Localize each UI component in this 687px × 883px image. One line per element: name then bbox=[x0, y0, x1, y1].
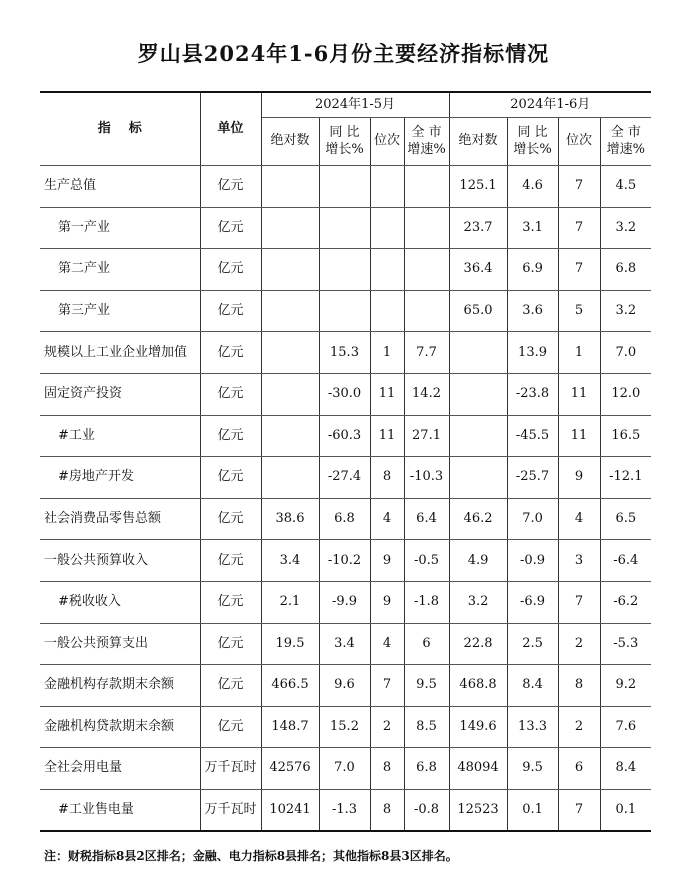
absolute-value bbox=[261, 332, 319, 374]
rank: 7 bbox=[558, 789, 600, 831]
city-growth: 3.2 bbox=[600, 207, 651, 249]
header-city: 全 市 增速% bbox=[404, 118, 449, 166]
page-title: 罗山县2024年1-6月份主要经济指标情况 bbox=[137, 41, 550, 66]
indicator-name: 第一产业 bbox=[40, 207, 200, 249]
yoy-growth: -1.3 bbox=[319, 789, 370, 831]
city-growth: -0.8 bbox=[404, 789, 449, 831]
city-growth: 14.2 bbox=[404, 373, 449, 415]
header-period-2: 2024年1-6月 bbox=[449, 92, 651, 118]
table-row bbox=[40, 207, 651, 249]
unit-cell: 亿元 bbox=[200, 665, 261, 707]
rank: 7 bbox=[558, 166, 600, 208]
absolute-value bbox=[261, 290, 319, 332]
yoy-growth: 7.0 bbox=[319, 748, 370, 790]
table-row bbox=[40, 415, 651, 457]
unit-cell: 亿元 bbox=[200, 332, 261, 374]
yoy-growth bbox=[319, 249, 370, 291]
table-row bbox=[40, 540, 651, 582]
rank: 1 bbox=[558, 332, 600, 374]
yoy-growth: 13.3 bbox=[507, 706, 558, 748]
absolute-value bbox=[261, 415, 319, 457]
rank bbox=[370, 207, 404, 249]
yoy-growth: 7.0 bbox=[507, 498, 558, 540]
yoy-growth: 3.1 bbox=[507, 207, 558, 249]
unit-cell: 亿元 bbox=[200, 581, 261, 623]
rank: 8 bbox=[370, 789, 404, 831]
absolute-value: 468.8 bbox=[449, 665, 507, 707]
indicator-name: 金融机构存款期末余额 bbox=[40, 665, 200, 707]
yoy-growth: -60.3 bbox=[319, 415, 370, 457]
city-growth: 6.5 bbox=[600, 498, 651, 540]
yoy-growth: -25.7 bbox=[507, 457, 558, 499]
table-row bbox=[40, 748, 651, 790]
rank: 3 bbox=[558, 540, 600, 582]
indicator-name: 生产总值 bbox=[40, 166, 200, 208]
city-growth: 7.7 bbox=[404, 332, 449, 374]
rank: 11 bbox=[558, 415, 600, 457]
city-growth: 3.2 bbox=[600, 290, 651, 332]
city-growth: 8.4 bbox=[600, 748, 651, 790]
indicator-name: 金融机构贷款期末余额 bbox=[40, 706, 200, 748]
indicator-name: 一般公共预算支出 bbox=[40, 623, 200, 665]
header-unit: 单位 bbox=[200, 92, 261, 166]
yoy-growth: -0.9 bbox=[507, 540, 558, 582]
absolute-value bbox=[449, 415, 507, 457]
rank: 2 bbox=[370, 706, 404, 748]
city-growth: -6.2 bbox=[600, 581, 651, 623]
indicator-name: 全社会用电量 bbox=[40, 748, 200, 790]
unit-cell: 万千瓦时 bbox=[200, 748, 261, 790]
absolute-value: 466.5 bbox=[261, 665, 319, 707]
indicator-name: #税收收入 bbox=[40, 581, 200, 623]
unit-cell: 亿元 bbox=[200, 415, 261, 457]
header-period-1: 2024年1-5月 bbox=[261, 92, 449, 118]
rank: 7 bbox=[370, 665, 404, 707]
absolute-value bbox=[449, 332, 507, 374]
indicator-name: 社会消费品零售总额 bbox=[40, 498, 200, 540]
rank: 11 bbox=[370, 373, 404, 415]
absolute-value: 65.0 bbox=[449, 290, 507, 332]
rank: 7 bbox=[558, 207, 600, 249]
city-growth: 6.8 bbox=[404, 748, 449, 790]
absolute-value: 46.2 bbox=[449, 498, 507, 540]
unit-cell: 亿元 bbox=[200, 166, 261, 208]
city-growth: 27.1 bbox=[404, 415, 449, 457]
city-growth: 12.0 bbox=[600, 373, 651, 415]
indicator-name: 一般公共预算收入 bbox=[40, 540, 200, 582]
yoy-growth: 15.3 bbox=[319, 332, 370, 374]
city-growth: 0.1 bbox=[600, 789, 651, 831]
absolute-value: 12523 bbox=[449, 789, 507, 831]
absolute-value bbox=[261, 457, 319, 499]
rank: 4 bbox=[558, 498, 600, 540]
absolute-value: 23.7 bbox=[449, 207, 507, 249]
indicator-name: #工业售电量 bbox=[40, 789, 200, 831]
city-growth: -6.4 bbox=[600, 540, 651, 582]
unit-cell: 亿元 bbox=[200, 623, 261, 665]
yoy-growth: 3.6 bbox=[507, 290, 558, 332]
city-growth: 16.5 bbox=[600, 415, 651, 457]
unit-cell: 亿元 bbox=[200, 706, 261, 748]
unit-cell: 亿元 bbox=[200, 290, 261, 332]
absolute-value bbox=[449, 457, 507, 499]
city-growth: 6 bbox=[404, 623, 449, 665]
city-growth: -0.5 bbox=[404, 540, 449, 582]
absolute-value: 4.9 bbox=[449, 540, 507, 582]
yoy-growth: -10.2 bbox=[319, 540, 370, 582]
absolute-value: 42576 bbox=[261, 748, 319, 790]
city-growth: -5.3 bbox=[600, 623, 651, 665]
header-absolute: 绝对数 bbox=[261, 118, 319, 166]
city-growth: 6.8 bbox=[600, 249, 651, 291]
header-yoy: 同 比 增长% bbox=[507, 118, 558, 166]
rank: 2 bbox=[558, 623, 600, 665]
yoy-growth: -30.0 bbox=[319, 373, 370, 415]
rank: 9 bbox=[370, 540, 404, 582]
city-growth bbox=[404, 207, 449, 249]
absolute-value: 2.1 bbox=[261, 581, 319, 623]
table-row bbox=[40, 581, 651, 623]
header-rank: 位次 bbox=[558, 118, 600, 166]
absolute-value bbox=[449, 373, 507, 415]
table-row bbox=[40, 290, 651, 332]
yoy-growth bbox=[319, 207, 370, 249]
rank: 4 bbox=[370, 623, 404, 665]
indicator-name: 第二产业 bbox=[40, 249, 200, 291]
rank bbox=[370, 166, 404, 208]
absolute-value bbox=[261, 207, 319, 249]
city-growth bbox=[404, 166, 449, 208]
yoy-growth: 9.5 bbox=[507, 748, 558, 790]
absolute-value: 3.4 bbox=[261, 540, 319, 582]
yoy-growth: 4.6 bbox=[507, 166, 558, 208]
table-row bbox=[40, 665, 651, 707]
header-city: 全 市 增速% bbox=[600, 118, 651, 166]
rank bbox=[370, 249, 404, 291]
yoy-growth: -45.5 bbox=[507, 415, 558, 457]
city-growth: 8.5 bbox=[404, 706, 449, 748]
rank: 4 bbox=[370, 498, 404, 540]
table-row bbox=[40, 249, 651, 291]
yoy-growth: 0.1 bbox=[507, 789, 558, 831]
rank: 11 bbox=[558, 373, 600, 415]
rank: 1 bbox=[370, 332, 404, 374]
absolute-value: 22.8 bbox=[449, 623, 507, 665]
yoy-growth: 3.4 bbox=[319, 623, 370, 665]
city-growth bbox=[404, 290, 449, 332]
table-row bbox=[40, 373, 651, 415]
city-growth: -1.8 bbox=[404, 581, 449, 623]
yoy-growth bbox=[319, 166, 370, 208]
rank bbox=[370, 290, 404, 332]
absolute-value bbox=[261, 373, 319, 415]
yoy-growth: 13.9 bbox=[507, 332, 558, 374]
header-yoy: 同 比 增长% bbox=[319, 118, 370, 166]
unit-cell: 亿元 bbox=[200, 498, 261, 540]
unit-cell: 亿元 bbox=[200, 540, 261, 582]
city-growth: 6.4 bbox=[404, 498, 449, 540]
rank: 6 bbox=[558, 748, 600, 790]
table-row bbox=[40, 332, 651, 374]
table-row bbox=[40, 789, 651, 831]
city-growth: 4.5 bbox=[600, 166, 651, 208]
header-indicator: 指 标 bbox=[40, 92, 200, 166]
yoy-growth: -23.8 bbox=[507, 373, 558, 415]
absolute-value: 125.1 bbox=[449, 166, 507, 208]
city-growth bbox=[404, 249, 449, 291]
absolute-value: 149.6 bbox=[449, 706, 507, 748]
unit-cell: 亿元 bbox=[200, 457, 261, 499]
indicator-name: #房地产开发 bbox=[40, 457, 200, 499]
rank: 9 bbox=[558, 457, 600, 499]
rank: 7 bbox=[558, 581, 600, 623]
table-row bbox=[40, 706, 651, 748]
absolute-value: 48094 bbox=[449, 748, 507, 790]
unit-cell: 亿元 bbox=[200, 207, 261, 249]
absolute-value: 10241 bbox=[261, 789, 319, 831]
yoy-growth: 6.9 bbox=[507, 249, 558, 291]
table-row bbox=[40, 498, 651, 540]
table-row bbox=[40, 166, 651, 208]
absolute-value bbox=[261, 166, 319, 208]
yoy-growth: 6.8 bbox=[319, 498, 370, 540]
yoy-growth bbox=[319, 290, 370, 332]
indicator-name: 规模以上工业企业增加值 bbox=[40, 332, 200, 374]
unit-cell: 亿元 bbox=[200, 373, 261, 415]
header-absolute: 绝对数 bbox=[449, 118, 507, 166]
absolute-value: 38.6 bbox=[261, 498, 319, 540]
indicator-name: 第三产业 bbox=[40, 290, 200, 332]
rank: 2 bbox=[558, 706, 600, 748]
unit-cell: 亿元 bbox=[200, 249, 261, 291]
rank: 7 bbox=[558, 249, 600, 291]
yoy-growth: 9.6 bbox=[319, 665, 370, 707]
rank: 11 bbox=[370, 415, 404, 457]
table-row bbox=[40, 623, 651, 665]
absolute-value: 19.5 bbox=[261, 623, 319, 665]
rank: 8 bbox=[370, 748, 404, 790]
rank: 8 bbox=[558, 665, 600, 707]
yoy-growth: 2.5 bbox=[507, 623, 558, 665]
unit-cell: 万千瓦时 bbox=[200, 789, 261, 831]
header-rank: 位次 bbox=[370, 118, 404, 166]
indicator-name: #工业 bbox=[40, 415, 200, 457]
city-growth: 7.6 bbox=[600, 706, 651, 748]
city-growth: 7.0 bbox=[600, 332, 651, 374]
absolute-value: 3.2 bbox=[449, 581, 507, 623]
indicator-table bbox=[40, 91, 651, 832]
yoy-growth: -27.4 bbox=[319, 457, 370, 499]
rank: 9 bbox=[370, 581, 404, 623]
yoy-growth: 15.2 bbox=[319, 706, 370, 748]
yoy-growth: 8.4 bbox=[507, 665, 558, 707]
yoy-growth: -6.9 bbox=[507, 581, 558, 623]
absolute-value bbox=[261, 249, 319, 291]
rank: 5 bbox=[558, 290, 600, 332]
rank: 8 bbox=[370, 457, 404, 499]
absolute-value: 36.4 bbox=[449, 249, 507, 291]
indicator-name: 固定资产投资 bbox=[40, 373, 200, 415]
table-row bbox=[40, 457, 651, 499]
table-body bbox=[40, 166, 651, 832]
city-growth: -10.3 bbox=[404, 457, 449, 499]
absolute-value: 148.7 bbox=[261, 706, 319, 748]
city-growth: -12.1 bbox=[600, 457, 651, 499]
city-growth: 9.5 bbox=[404, 665, 449, 707]
yoy-growth: -9.9 bbox=[319, 581, 370, 623]
city-growth: 9.2 bbox=[600, 665, 651, 707]
footnote: 注：财税指标8县2区排名；金融、电力指标8县排名；其他指标8县3区排名。 bbox=[44, 849, 458, 863]
